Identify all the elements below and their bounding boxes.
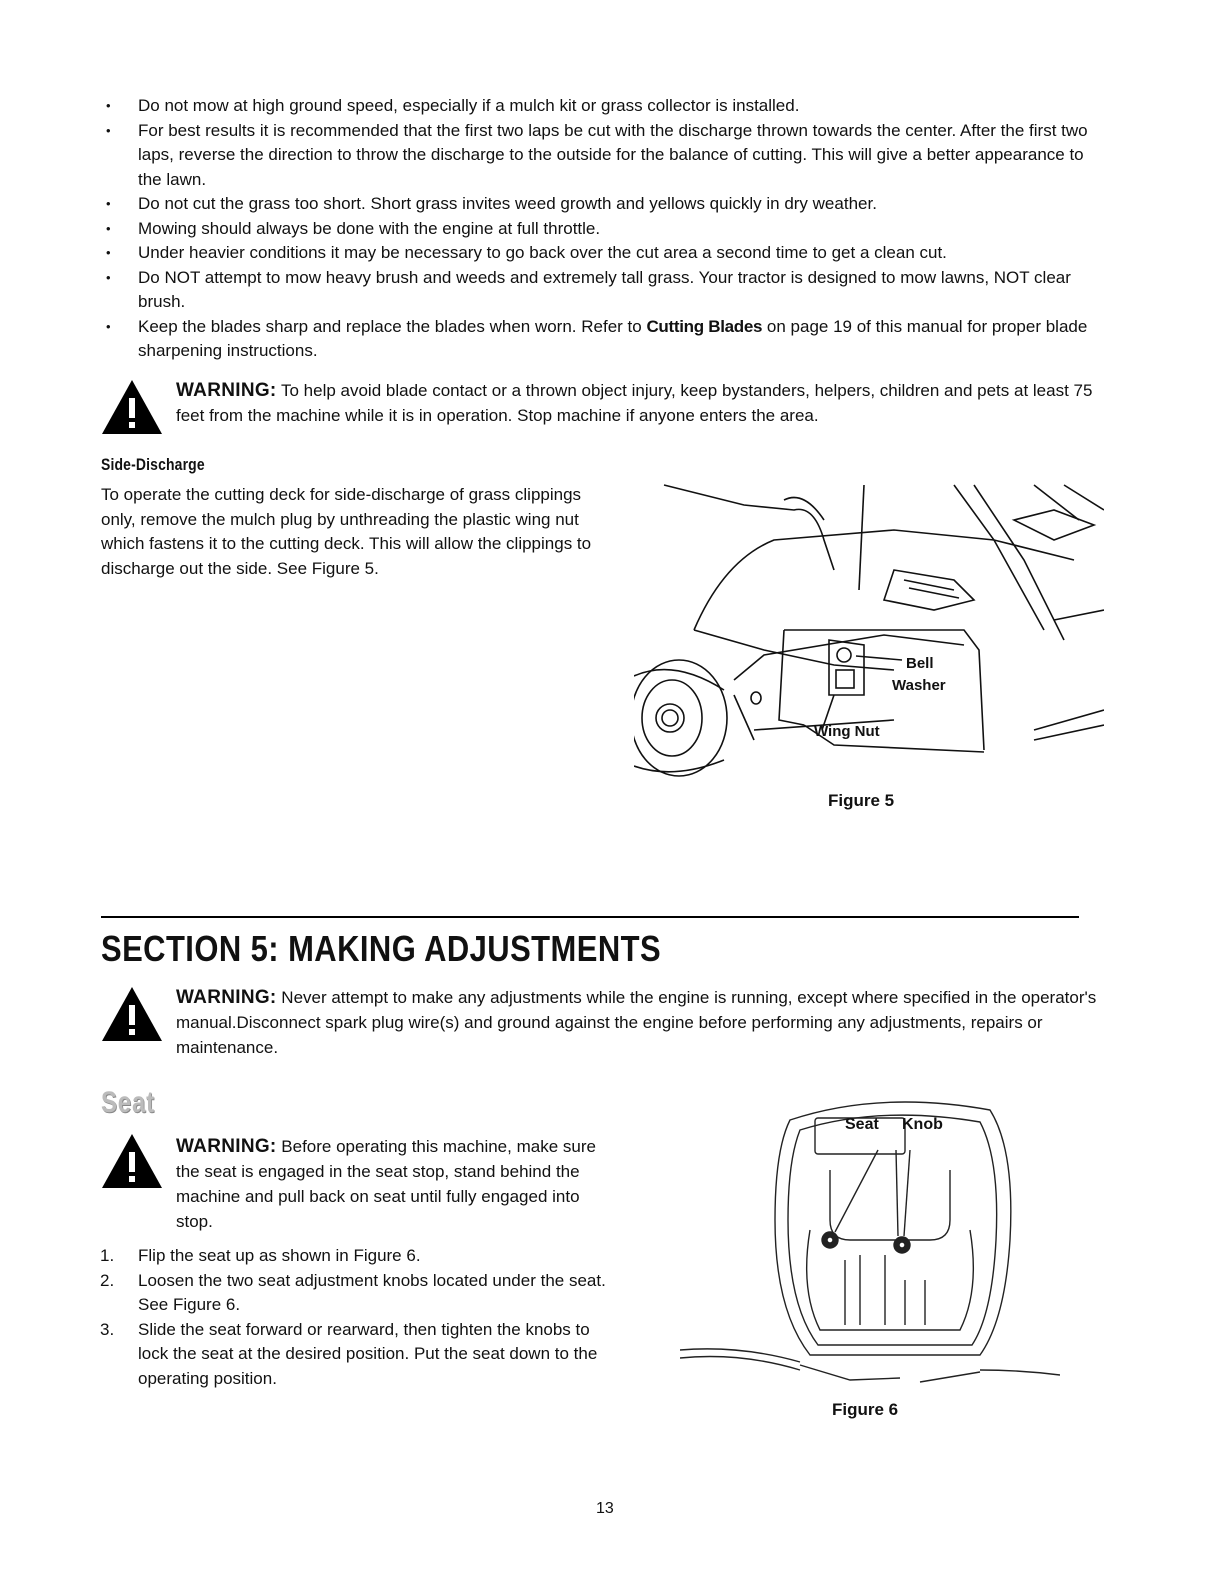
figure-6-seat-illustration — [680, 1090, 1060, 1400]
list-item — [100, 241, 1110, 266]
list-item — [100, 192, 1110, 217]
step-text: Loosen the two seat adjustment knobs located under the seat. See Figure 6. — [138, 1270, 606, 1314]
cutting-blades-reference: Cutting Blades — [646, 316, 763, 336]
list-item — [100, 217, 1110, 242]
step-text: Flip the seat up as shown in Figure 6. — [138, 1246, 421, 1265]
bullet-text: Mowing should always be done with the engine at full throttle. — [138, 218, 601, 238]
tips-bullet-list — [100, 94, 1110, 364]
section-title: SECTION 5: MAKING ADJUSTMENTS — [101, 928, 662, 969]
step-text: Slide the seat forward or rearward, then tighten the knobs to lock the seat at the desired position. Put the seat down to the operating position. — [138, 1319, 598, 1388]
step-number: 3. — [100, 1319, 115, 1339]
warning-triangle-icon — [100, 378, 164, 436]
warning-text: Before operating this machine, make sure the seat is engaged in the seat stop, stand behind the machine and pull back on seat until fully engaged into stop. — [176, 1137, 596, 1231]
figure-5-caption: Figure 5 — [828, 791, 895, 810]
list-item — [100, 315, 1110, 364]
figure-5-mulch-plug-illustration — [634, 480, 1104, 780]
bell-label: Bell — [906, 655, 934, 672]
warning-adjustments — [176, 985, 1111, 1060]
warning-label: WARNING: — [176, 987, 277, 1008]
side-discharge-paragraph: To operate the cutting deck for side-discharge of grass clippings only, remove the mulch plug by unthreading the plastic wing nut which fastens it to the cutting deck. This will allow the clippings to discharge out the side. See Figure 5. — [101, 485, 592, 578]
side-discharge-heading: Side-Discharge — [101, 455, 205, 474]
bullet-text: Do not mow at high ground speed, especially if a mulch kit or grass collector is installed. — [138, 96, 800, 115]
bullet-text: on page 19 of this manual for proper blade sharpening instructions. — [138, 316, 1088, 360]
knob-label: Knob — [902, 1116, 943, 1133]
list-item — [100, 1318, 620, 1392]
step-number: 2. — [100, 1270, 115, 1290]
step-number: 1. — [100, 1246, 115, 1265]
seat-adjustment-steps — [100, 1244, 620, 1391]
bullet-text: Do not cut the grass too short. Short grass invites weed growth and yellows quickly in dry weather. — [138, 194, 877, 213]
bullet-text: For best results it is recommended that the first two laps be cut with the discharge thrown towards the center. After the first two laps, reverse the direction to throw the discharge to the outside for the balance of cutting. This will give a better appearance to the lawn. — [138, 120, 1088, 189]
warning-text: Never attempt to make any adjustments while the engine is running, except where specified in the operator's manual.Disconnect spark plug wire(s) and ground against the engine before performing any adjustments, repairs or maintenance. — [176, 988, 1097, 1057]
list-item — [100, 1244, 620, 1269]
warning-label: WARNING: — [176, 380, 277, 401]
bullet-text: Under heavier conditions it may be necessary to go back over the cut area a second time to get a clean cut. — [138, 243, 947, 262]
list-item — [100, 119, 1110, 193]
list-item — [100, 94, 1110, 119]
list-item — [100, 1269, 620, 1318]
warning-seat — [176, 1134, 606, 1234]
seat-heading: Seat — [101, 1086, 155, 1119]
section-divider — [101, 916, 1079, 918]
warning-bystanders — [176, 378, 1096, 428]
warning-text: To help avoid blade contact or a thrown object injury, keep bystanders, helpers, children and pets at least 75 feet from the machine while it is in operation. Stop machine if anyone enters the area. — [176, 381, 1093, 425]
figure-6-caption: Figure 6 — [832, 1400, 899, 1419]
warning-triangle-icon — [100, 985, 164, 1043]
seat-label: Seat — [845, 1116, 879, 1133]
washer-label: Washer — [892, 677, 946, 694]
warning-triangle-icon — [100, 1132, 164, 1190]
bullet-text: Keep the blades sharp and replace the blades when worn. Refer to — [138, 316, 647, 336]
bullet-text: Do NOT attempt to mow heavy brush and weeds and extremely tall grass. Your tractor is designed to mow lawns, NOT clear brush. — [138, 267, 1071, 311]
list-item — [100, 266, 1110, 315]
warning-label: WARNING: — [176, 1136, 277, 1157]
page-number: 13 — [596, 1500, 614, 1517]
wing-nut-label: Wing Nut — [814, 723, 880, 740]
